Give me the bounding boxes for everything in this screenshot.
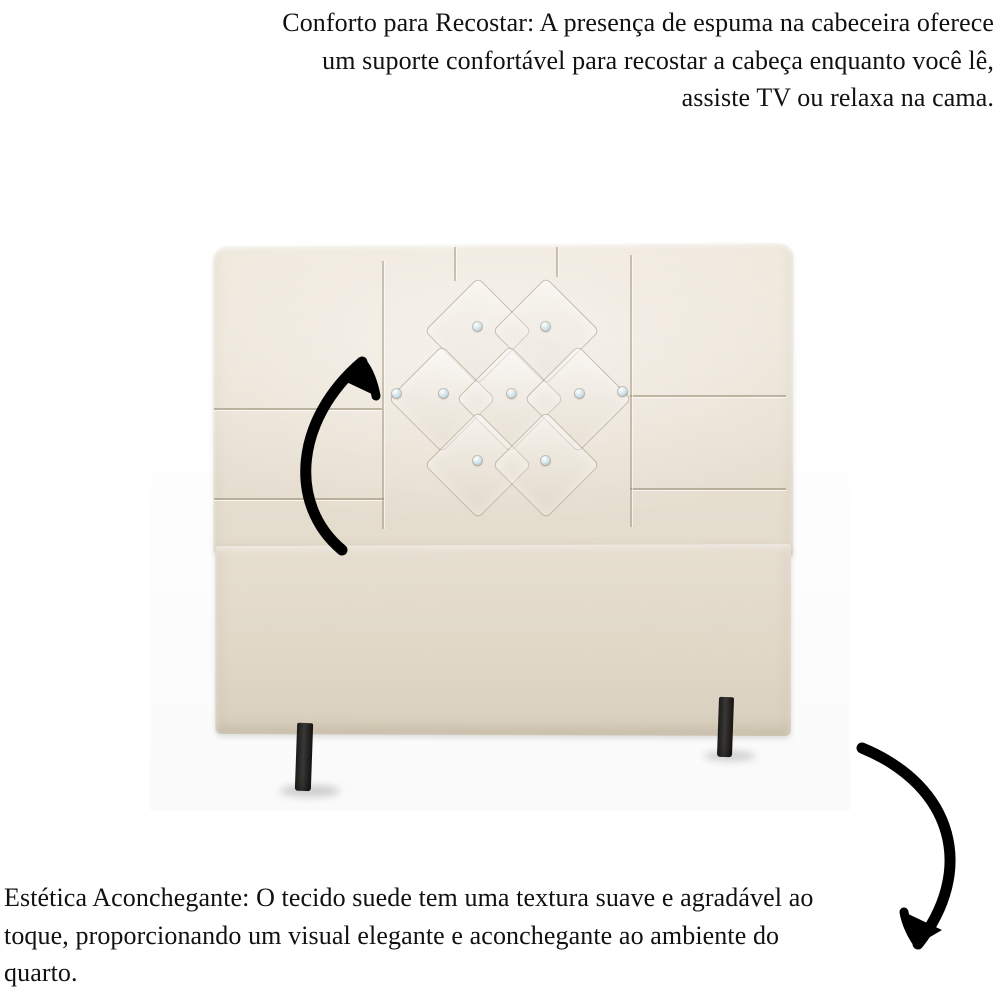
tufting-button	[392, 389, 401, 398]
seam-left-horizontal	[214, 408, 382, 410]
tufting-button	[473, 456, 482, 465]
tufting-button	[618, 387, 627, 396]
product-photo	[150, 190, 850, 810]
leg-left-shadow	[280, 785, 340, 797]
seam-left-horizontal-lower	[214, 498, 384, 500]
seam-right-horizontal-lower	[630, 488, 786, 490]
tufting-button	[541, 322, 550, 331]
tufted-diamond-area	[380, 265, 630, 525]
seam-right-horizontal	[630, 395, 786, 397]
tufting-button	[507, 389, 516, 398]
tufting-button	[541, 456, 550, 465]
tufting-button	[439, 389, 448, 398]
leg-left	[295, 723, 313, 792]
headboard	[210, 245, 790, 735]
aesthetic-caption: Estética Aconchegante: O tecido suede tem uma textura suave e agradável ao toque, proporcionando um visual elegante e aconchegante ao ambiente do quarto.	[4, 882, 814, 988]
leg-right	[717, 697, 734, 757]
tufting-button	[575, 389, 584, 398]
comfort-caption: Conforto para Recostar: A presença de espuma na cabeceira oferece um suporte confortável para recostar a cabeça enquanto você lê, assiste TV ou relaxa na cama.	[282, 8, 994, 113]
tufting-button	[473, 322, 482, 331]
leg-right-shadow	[704, 751, 756, 761]
seam-vertical-right-wing	[630, 255, 632, 527]
headboard-base-panel	[215, 544, 791, 736]
curved-arrow-down-icon	[850, 730, 1000, 1000]
